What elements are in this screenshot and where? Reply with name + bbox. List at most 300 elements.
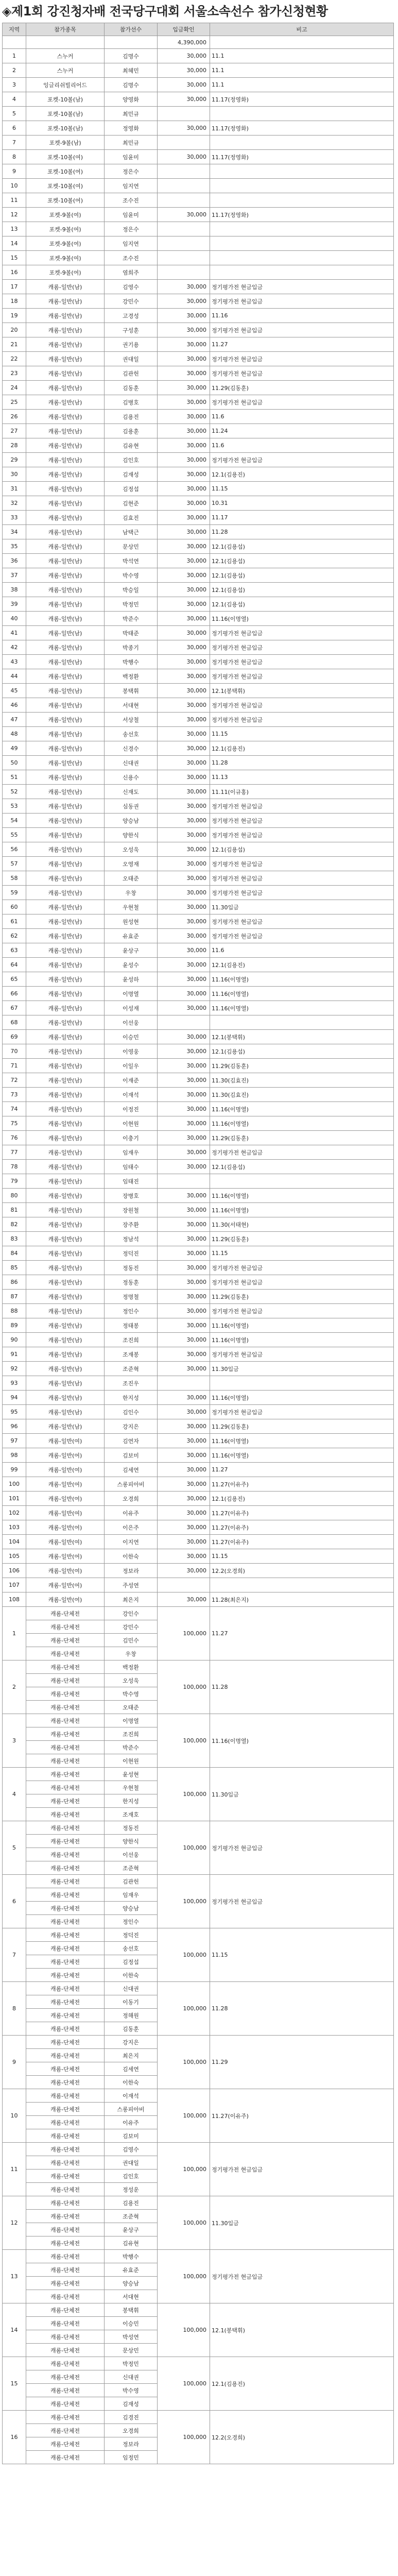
cell-amount: 30,000 [158,886,210,900]
team-note: 11.27(이유주) [210,2089,394,2143]
team-no: 6 [3,1875,26,1928]
cell-amount: 30,000 [158,525,210,539]
header-note: 비고 [210,23,394,36]
cell-note: 11.27(이유주) [210,1535,394,1549]
cell-player: 김명수 [105,78,158,92]
cell-amount: 30,000 [158,727,210,741]
cell-note: 11.29(김동훈) [210,1290,394,1304]
cell-player: 정남석 [105,1232,158,1246]
cell-player: 박성연 [105,2330,158,2344]
table-row [3,1592,394,1607]
cell-event: 캐롬-일반(남) [26,1304,105,1318]
table-row [3,1506,394,1520]
cell-amount: 30,000 [158,63,210,78]
cell-amount: 30,000 [158,1434,210,1448]
cell-note: 11.29(김동훈) [210,1232,394,1246]
cell-no: 76 [3,1131,26,1145]
cell-amount: 30,000 [158,1131,210,1145]
cell-event: 캐롬-일반(남) [26,785,105,799]
cell-note: 11.15 [210,1246,394,1261]
cell-player: 박수영 [105,2384,158,2397]
cell-amount: 30,000 [158,1362,210,1376]
team-row [3,2143,394,2156]
cell-player: 이현원 [105,1754,158,1768]
table-row [3,164,394,179]
cell-no: 11 [3,193,26,208]
cell-event: 캐롬-일반(남) [26,828,105,842]
team-no: 7 [3,1928,26,1982]
cell-no: 62 [3,929,26,943]
cell-event: 캐롬-단체전 [26,1768,105,1781]
team-note: 11.29 [210,2036,394,2089]
cell-event: 캐롬-일반(남) [26,438,105,453]
team-amount: 100,000 [158,1660,210,1714]
cell-player: 박수영 [105,568,158,583]
cell-note [210,251,394,265]
cell-note: 11.30입금 [210,1362,394,1376]
cell-player: 오태준 [105,871,158,886]
cell-player: 박정민 [105,2357,158,2370]
cell-no: 30 [3,467,26,482]
team-amount: 100,000 [158,1714,210,1768]
table-row [3,193,394,208]
cell-amount: 30,000 [158,381,210,395]
cell-player: 최혜민 [105,63,158,78]
cell-note: 11.30(김효진) [210,1073,394,1088]
cell-no: 60 [3,900,26,914]
cell-amount: 30,000 [158,958,210,972]
cell-event: 캐롬-일반(남) [26,713,105,727]
cell-note: 11.17 [210,511,394,525]
cell-player: 이유주 [105,1506,158,1520]
team-no: 14 [3,2303,26,2357]
cell-note [210,1174,394,1189]
cell-no: 10 [3,179,26,193]
table-row [3,1131,394,1145]
cell-no: 83 [3,1232,26,1246]
table-row [3,1520,394,1535]
cell-note: 11.28(최은지) [210,1592,394,1607]
team-amount: 100,000 [158,1821,210,1875]
table-row [3,1160,394,1174]
cell-player: 이지연 [105,1535,158,1549]
table-row [3,669,394,684]
cell-no: 59 [3,886,26,900]
cell-note: 11.16(이명열) [210,1189,394,1203]
cell-event: 캐롬-단체전 [26,2236,105,2250]
cell-event: 캐롬-단체전 [26,1714,105,1727]
cell-player: 양승남 [105,1902,158,1915]
cell-no: 14 [3,236,26,251]
cell-no: 54 [3,814,26,828]
cell-amount: 30,000 [158,1217,210,1232]
team-note: 정기평가전 현금입금 [210,1821,394,1875]
cell-player: 임재우 [105,1145,158,1160]
cell-amount [158,164,210,179]
cell-event: 캐롬-일반(남) [26,1232,105,1246]
cell-player: 임지연 [105,236,158,251]
table-row [3,1376,394,1391]
team-row [3,1768,394,1781]
team-row [3,1660,394,1674]
cell-event: 캐롬-일반(남) [26,410,105,424]
cell-event: 캐롬-일반(여) [26,1578,105,1592]
cell-player: 장원철 [105,1203,158,1217]
cell-note: 12.1(김용진) [210,1492,394,1506]
cell-player: 김유현 [105,438,158,453]
cell-amount: 30,000 [158,1261,210,1275]
cell-player: 신대권 [105,756,158,770]
table-row [3,1564,394,1578]
cell-note: 11.16(이명열) [210,1448,394,1463]
table-row [3,914,394,929]
table-row [3,410,394,424]
table-row [3,121,394,135]
cell-player: 조재봉 [105,1347,158,1362]
table-row [3,756,394,770]
cell-player: 서대현 [105,2290,158,2303]
cell-note: 11.30입금 [210,900,394,914]
cell-player: 이충기 [105,1131,158,1145]
cell-player: 정해원 [105,2009,158,2022]
cell-event: 포켓-9볼(남) [26,135,105,150]
cell-amount: 30,000 [158,1275,210,1290]
cell-event: 캐롬-일반(남) [26,1391,105,1405]
cell-amount: 30,000 [158,1232,210,1246]
team-note: 정기평가전 현금입금 [210,2143,394,2196]
team-note: 11.27 [210,1607,394,1660]
cell-event: 캐롬-단체전 [26,1902,105,1915]
cell-no: 69 [3,1030,26,1044]
cell-player: 김용진 [105,410,158,424]
cell-player: 한지성 [105,1391,158,1405]
cell-player: 김용진 [105,2196,158,2210]
cell-no: 106 [3,1564,26,1578]
cell-player: 이명열 [105,1714,158,1727]
cell-player: 오태준 [105,1701,158,1714]
team-row [3,2089,394,2103]
cell-player: 정인수 [105,1304,158,1318]
cell-note: 정기평가전 현금입금 [210,1347,394,1362]
cell-note: 11.16(이명열) [210,1434,394,1448]
table-row [3,1246,394,1261]
cell-amount: 30,000 [158,655,210,669]
cell-amount [158,1015,210,1030]
cell-player: 강민수 [105,1620,158,1634]
cell-event: 캐롬-단체전 [26,1674,105,1687]
cell-player: 정동훈 [105,1275,158,1290]
cell-no: 33 [3,511,26,525]
table-row [3,713,394,727]
cell-player: 김명수 [105,49,158,63]
cell-player: 조수진 [105,193,158,208]
table-row [3,1347,394,1362]
cell-no: 50 [3,756,26,770]
cell-no: 56 [3,842,26,857]
table-row [3,453,394,467]
cell-player: 임윤미 [105,208,158,222]
cell-event: 캐롬-단체전 [26,1821,105,1835]
cell-event: 캐롬-단체전 [26,1701,105,1714]
cell-note: 11.13 [210,770,394,785]
cell-amount: 30,000 [158,410,210,424]
table-row [3,539,394,554]
header-payment: 입금확인 [158,23,210,36]
cell-player: 이재석 [105,1088,158,1102]
cell-no: 72 [3,1073,26,1088]
table-row [3,222,394,236]
cell-event: 캐롬-일반(남) [26,597,105,612]
cell-no: 12 [3,208,26,222]
cell-event: 캐롬-단체전 [26,1660,105,1674]
cell-player: 조재호 [105,1808,158,1821]
table-row [3,1088,394,1102]
header-event: 참가종목 [26,23,105,36]
cell-player: 이선웅 [105,1848,158,1861]
cell-player: 스롱피아비 [105,2103,158,2116]
cell-no: 95 [3,1405,26,1419]
cell-note: 정기평가전 현금입금 [210,280,394,294]
cell-event: 캐롬-일반(남) [26,770,105,785]
cell-player: 김경진 [105,2411,158,2424]
cell-player: 이정진 [105,1102,158,1116]
cell-event: 캐롬-단체전 [26,2451,105,2464]
cell-player: 윤성현 [105,1768,158,1781]
cell-amount: 30,000 [158,467,210,482]
cell-note: 11.29(김동훈) [210,1059,394,1073]
cell-amount: 30,000 [158,1102,210,1116]
cell-note: 11.16(이명열) [210,972,394,987]
cell-event: 캐롬-단체전 [26,2290,105,2303]
cell-no: 73 [3,1088,26,1102]
cell-player: 강지은 [105,1419,158,1434]
cell-amount: 30,000 [158,150,210,164]
table-row [3,684,394,698]
table-row [3,496,394,511]
cell-no: 93 [3,1376,26,1391]
table-row [3,236,394,251]
cell-no: 101 [3,1492,26,1506]
cell-no: 29 [3,453,26,467]
team-note: 11.30입금 [210,2196,394,2250]
team-amount: 100,000 [158,2411,210,2464]
cell-event: 캐롬-단체전 [26,2384,105,2397]
cell-player: 정은수 [105,164,158,179]
cell-amount: 30,000 [158,1189,210,1203]
cell-event: 캐롬-일반(여) [26,1535,105,1549]
cell-no: 5 [3,107,26,121]
cell-note: 정기평가전 현금입금 [210,323,394,337]
team-amount: 100,000 [158,2089,210,2143]
team-no: 12 [3,2196,26,2250]
team-amount: 100,000 [158,2036,210,2089]
cell-event: 스누커 [26,49,105,63]
cell-player: 정보라 [105,2437,158,2451]
table-row [3,1419,394,1434]
cell-player: 문상민 [105,539,158,554]
table-row [3,1203,394,1217]
cell-event: 캐롬-일반(여) [26,1477,105,1492]
cell-player: 박정민 [105,597,158,612]
table-row [3,583,394,597]
cell-no: 63 [3,943,26,958]
cell-player: 김관헌 [105,366,158,381]
cell-no: 53 [3,799,26,814]
cell-note: 정기평가전 현금입금 [210,366,394,381]
cell-amount: 30,000 [158,337,210,352]
cell-amount: 30,000 [158,713,210,727]
cell-event: 캐롬-일반(여) [26,1564,105,1578]
cell-amount: 30,000 [158,929,210,943]
cell-player: 윤상구 [105,943,158,958]
cell-event: 포켓-9볼(여) [26,236,105,251]
cell-event: 캐롬-단체전 [26,2196,105,2210]
cell-no: 67 [3,1001,26,1015]
cell-player: 조준혁 [105,1861,158,1875]
cell-note: 11.17(정영화) [210,150,394,164]
cell-note: 11.28 [210,756,394,770]
cell-amount: 30,000 [158,770,210,785]
table-row [3,1189,394,1203]
cell-event: 캐롬-일반(여) [26,1520,105,1535]
cell-no: 78 [3,1160,26,1174]
cell-amount: 30,000 [158,568,210,583]
cell-event: 캐롬-일반(남) [26,1203,105,1217]
cell-player: 문상민 [105,2344,158,2357]
table-row [3,424,394,438]
cell-player: 이현원 [105,1116,158,1131]
cell-no: 40 [3,612,26,626]
cell-note: 11.17(정영화) [210,92,394,107]
cell-note: 11.16(이명열) [210,1318,394,1333]
cell-note: 12.1(김용섭) [210,597,394,612]
team-no: 9 [3,2036,26,2089]
cell-note: 11.1 [210,78,394,92]
cell-no: 92 [3,1362,26,1376]
cell-event: 캐롬-단체전 [26,2170,105,2183]
table-row [3,208,394,222]
cell-event: 캐롬-일반(남) [26,1376,105,1391]
table-row [3,1217,394,1232]
cell-player: 오영재 [105,857,158,871]
cell-player: 최은지 [105,1592,158,1607]
cell-note: 11.16(이명열) [210,1102,394,1116]
cell-note: 11.16(이명열) [210,612,394,626]
cell-event: 캐롬-단체전 [26,1955,105,1969]
cell-amount: 30,000 [158,554,210,568]
cell-note [210,193,394,208]
cell-no: 25 [3,395,26,410]
cell-amount: 30,000 [158,121,210,135]
table-row [3,323,394,337]
team-no: 3 [3,1714,26,1768]
cell-player: 양승남 [105,2277,158,2290]
cell-no: 39 [3,597,26,612]
cell-no: 32 [3,496,26,511]
cell-no: 84 [3,1246,26,1261]
cell-amount: 30,000 [158,1030,210,1044]
cell-player: 김세연 [105,2062,158,2076]
team-row [3,1982,394,1995]
cell-amount: 30,000 [158,496,210,511]
cell-amount: 30,000 [158,1160,210,1174]
cell-player: 박준수 [105,612,158,626]
cell-note: 정기평가전 현금입금 [210,871,394,886]
cell-event: 캐롬-단체전 [26,2022,105,2036]
team-row [3,2036,394,2049]
cell-amount: 30,000 [158,842,210,857]
cell-amount: 30,000 [158,698,210,713]
cell-note: 정기평가전 현금입금 [210,814,394,828]
team-amount: 100,000 [158,1928,210,1982]
cell-event: 포켓-10볼(남) [26,107,105,121]
cell-event: 캐롬-일반(남) [26,1261,105,1275]
cell-note: 11.1 [210,49,394,63]
cell-event: 포켓-9볼(여) [26,208,105,222]
cell-event: 캐롬-단체전 [26,1942,105,1955]
cell-player: 정보라 [105,1564,158,1578]
cell-event: 포켓-10볼(여) [26,179,105,193]
cell-player: 박승일 [105,583,158,597]
cell-event: 캐롬-일반(남) [26,294,105,309]
cell-amount: 30,000 [158,1318,210,1333]
cell-no: 82 [3,1217,26,1232]
cell-note: 11.15 [210,1549,394,1564]
cell-event: 캐롬-일반(남) [26,539,105,554]
cell-no: 1 [3,49,26,63]
cell-event: 캐롬-일반(남) [26,1318,105,1333]
team-row [3,2303,394,2317]
cell-event: 캐롬-단체전 [26,2437,105,2451]
cell-note: 12.1(김용진) [210,958,394,972]
table-row [3,366,394,381]
cell-no: 64 [3,958,26,972]
cell-player: 정명철 [105,1290,158,1304]
cell-player: 김영수 [105,2143,158,2156]
cell-player: 정은수 [105,222,158,236]
cell-player: 신대권 [105,1982,158,1995]
table-row [3,655,394,669]
cell-event: 캐롬-일반(남) [26,424,105,438]
cell-player: 염희주 [105,265,158,280]
cell-note: 정기평가전 현금입금 [210,294,394,309]
cell-player: 정덕진 [105,1246,158,1261]
cell-amount [158,1578,210,1592]
cell-amount: 30,000 [158,1535,210,1549]
cell-player: 송선호 [105,1942,158,1955]
cell-event: 포켓-9볼(여) [26,251,105,265]
cell-player: 김동훈 [105,381,158,395]
cell-amount: 30,000 [158,49,210,63]
team-amount: 100,000 [158,1875,210,1928]
cell-no: 41 [3,626,26,640]
cell-event: 캐롬-일반(남) [26,929,105,943]
cell-no: 85 [3,1261,26,1275]
cell-player: 조준혁 [105,2210,158,2223]
cell-no: 87 [3,1290,26,1304]
cell-no: 7 [3,135,26,150]
cell-player: 이동기 [105,1995,158,2009]
cell-no: 55 [3,828,26,842]
team-row [3,2357,394,2370]
cell-note: 11.16(이명열) [210,1116,394,1131]
table-row [3,929,394,943]
cell-no: 36 [3,554,26,568]
cell-event: 캐롬-일반(남) [26,309,105,323]
cell-amount: 30,000 [158,785,210,799]
team-amount: 100,000 [158,1768,210,1821]
cell-amount: 30,000 [158,871,210,886]
